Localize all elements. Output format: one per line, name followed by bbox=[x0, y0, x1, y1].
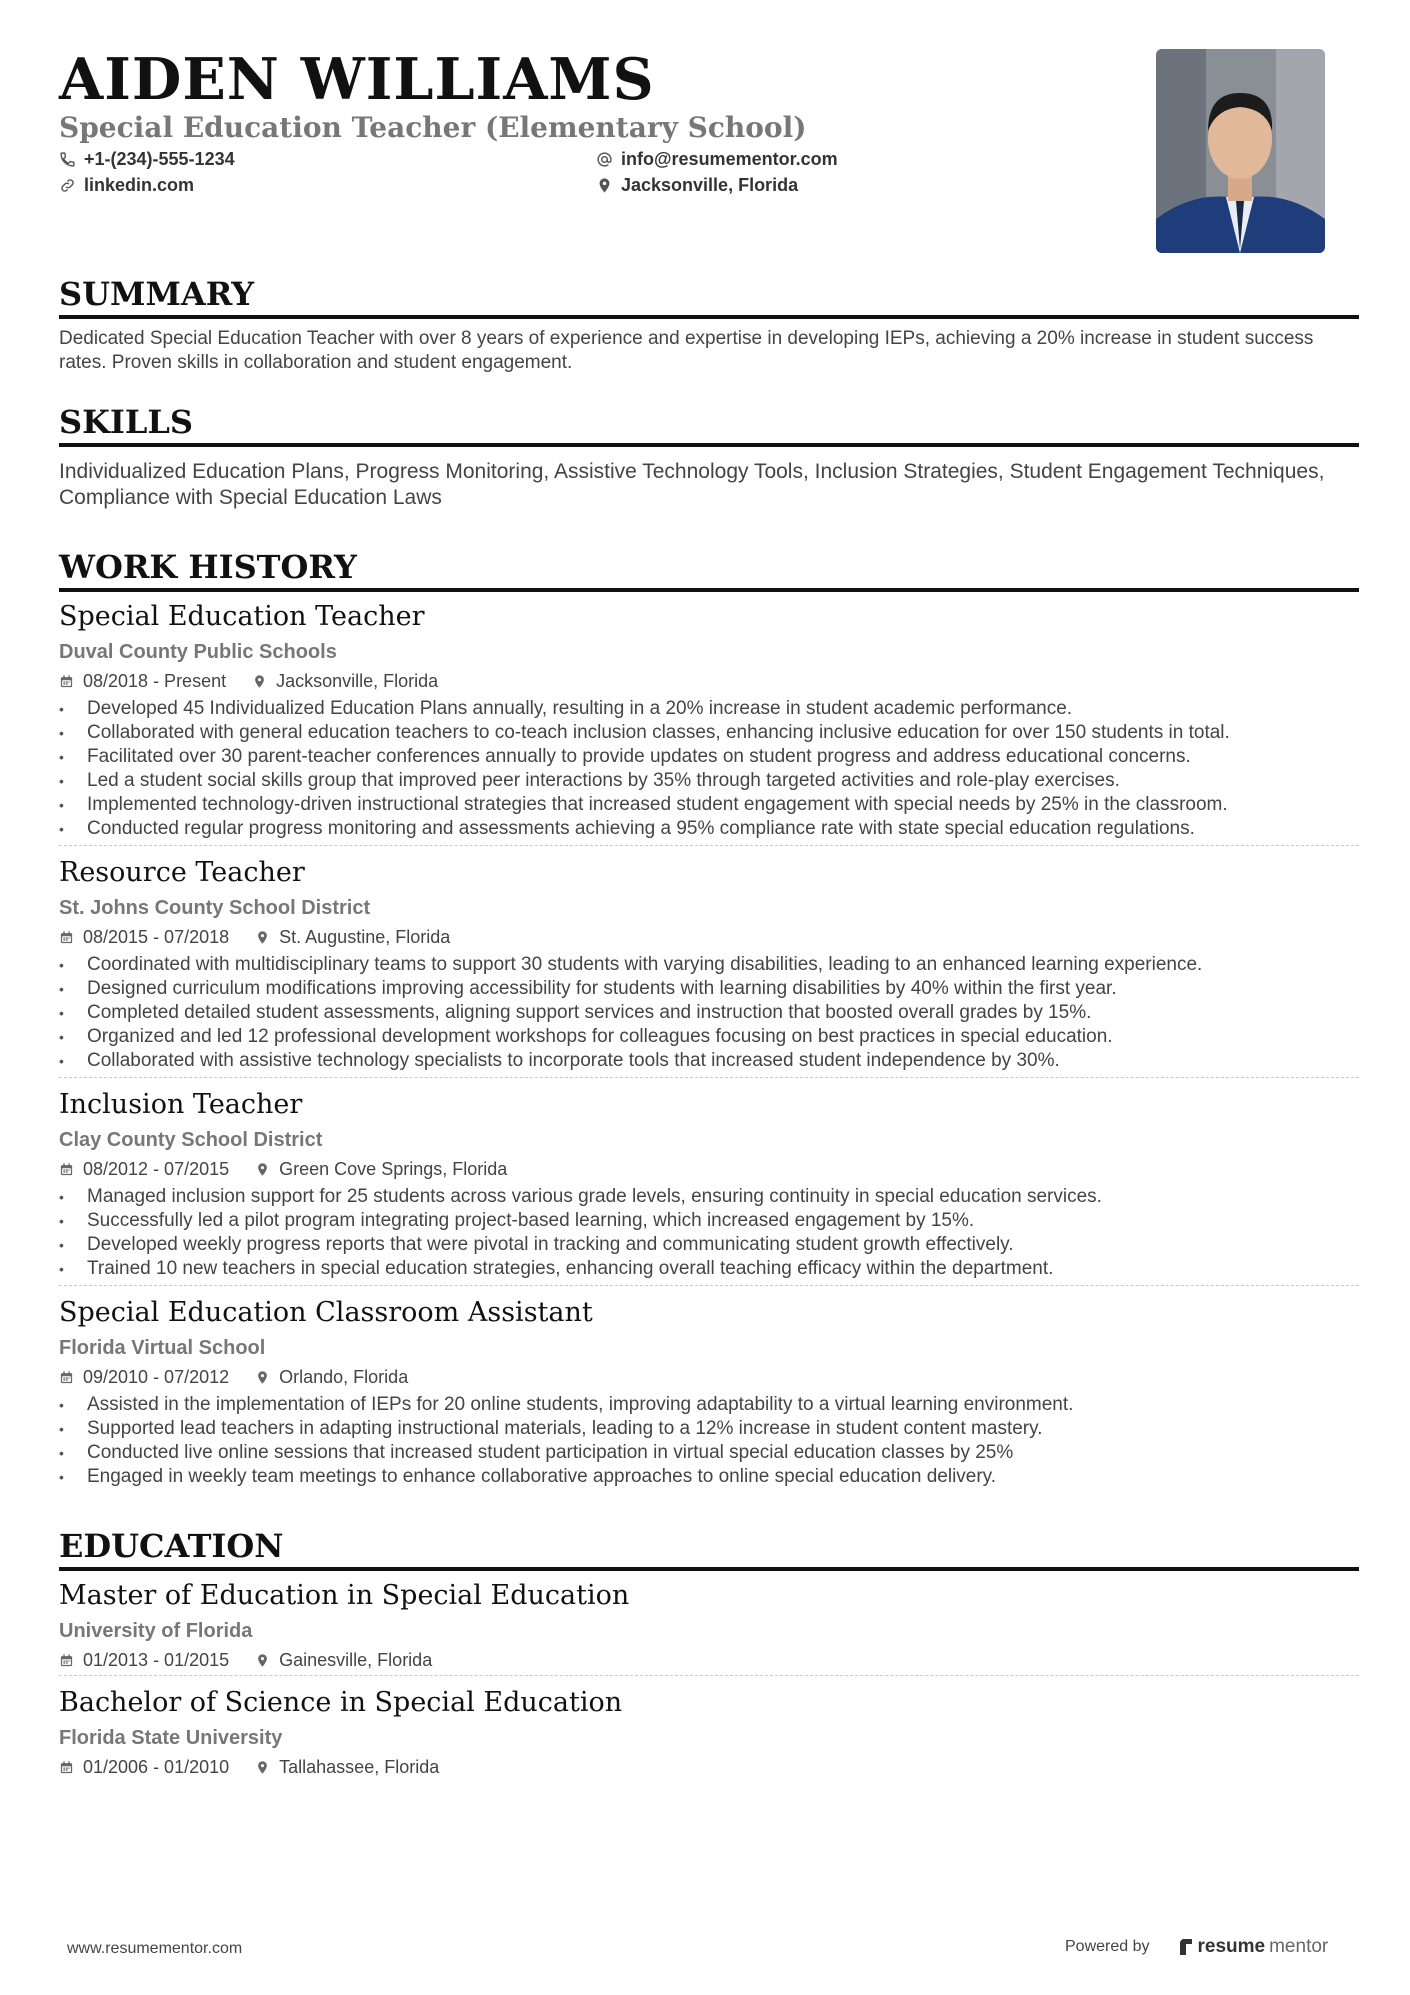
location bbox=[255, 1367, 408, 1388]
email-contact bbox=[596, 149, 838, 170]
brand-name-light: mentor bbox=[1269, 1936, 1329, 1957]
phone-contact bbox=[59, 149, 235, 170]
brand-name-bold: resume bbox=[1197, 1936, 1266, 1957]
company-name: St. Johns County School District bbox=[59, 897, 371, 919]
powered-by-text: Powered by bbox=[1065, 1938, 1150, 1955]
education-section bbox=[59, 1526, 1359, 1792]
job-bullet: • Conducted regular progress monitoring and assessments achieving a 95% compliance rate with state special education regulations. bbox=[59, 817, 1359, 841]
location-text: Orlando, Florida bbox=[279, 1366, 409, 1387]
summary-heading: SUMMARY bbox=[59, 274, 1359, 319]
job-entry bbox=[59, 1088, 1359, 1286]
summary-section bbox=[59, 274, 1359, 375]
linkedin-contact bbox=[59, 175, 194, 196]
location-text: Jacksonville, Florida bbox=[621, 175, 799, 195]
calendar-icon bbox=[59, 1760, 74, 1775]
location-text: St. Augustine, Florida bbox=[279, 926, 451, 947]
calendar-icon bbox=[59, 1653, 74, 1668]
date-location-row bbox=[59, 1649, 1359, 1671]
job-entry bbox=[59, 600, 1359, 846]
location-contact bbox=[596, 175, 798, 196]
company-name: Florida Virtual School bbox=[59, 1337, 266, 1359]
skills-text: Individualized Education Plans, Progress Monitoring, Assistive Technology Tools, Inclusion Strategies, Student Engagement Techniques, Compliance with Special Education Laws bbox=[59, 460, 1325, 509]
skills-heading: SKILLS bbox=[59, 402, 1359, 447]
job-list bbox=[59, 600, 1359, 1493]
job-bullets bbox=[59, 1393, 1359, 1489]
job-bullet: • Completed detailed student assessments, aligning support services and instruction that boosted overall grades by 15%. bbox=[59, 1001, 1359, 1025]
location bbox=[255, 1757, 439, 1778]
job-bullet: • Assisted in the implementation of IEPs for 20 online students, improving adaptability to a virtual learning environment. bbox=[59, 1393, 1359, 1417]
job-bullet: • Coordinated with multidisciplinary teams to support 30 students with varying disabilities, leading to an enhanced learning experience. bbox=[59, 953, 1359, 977]
job-bullet: • Implemented technology-driven instructional strategies that increased student engagement with special needs by 25% in the classroom. bbox=[59, 793, 1359, 817]
job-title: Inclusion Teacher bbox=[59, 1089, 303, 1120]
brand-logo[interactable] bbox=[1178, 1936, 1329, 1958]
date-location-row bbox=[59, 926, 1359, 948]
company-name: Clay County School District bbox=[59, 1129, 323, 1151]
map-pin-icon bbox=[252, 674, 267, 689]
map-pin-icon bbox=[255, 930, 270, 945]
date-range: 08/2018 - Present bbox=[83, 670, 227, 691]
work-history-section bbox=[59, 547, 1359, 1503]
location-text: Jacksonville, Florida bbox=[276, 670, 439, 691]
job-bullet: • Led a student social skills group that improved peer interactions by 35% through targeted activities and role-play exercises. bbox=[59, 769, 1359, 793]
job-bullet: • Collaborated with general education teachers to co-teach inclusion classes, enhancing inclusive education for over 150 students in total. bbox=[59, 721, 1359, 745]
job-bullets bbox=[59, 697, 1359, 841]
degree-title: Bachelor of Science in Special Education bbox=[59, 1687, 623, 1718]
job-bullets bbox=[59, 1185, 1359, 1281]
school-name: Florida State University bbox=[59, 1727, 283, 1749]
phone-number[interactable]: +1-(234)-555-1234 bbox=[84, 149, 235, 169]
map-pin-icon bbox=[596, 177, 613, 194]
date-range: 08/2015 - 07/2018 bbox=[83, 926, 230, 947]
resumementor-logo-icon bbox=[1178, 1938, 1194, 1956]
location bbox=[252, 671, 438, 692]
date-location-row bbox=[59, 1158, 1359, 1180]
job-title: Special Education Teacher bbox=[59, 601, 425, 632]
map-pin-icon bbox=[255, 1370, 270, 1385]
education-list bbox=[59, 1579, 1359, 1782]
candidate-name: AIDEN WILLIAMS bbox=[59, 46, 655, 113]
location bbox=[255, 1159, 507, 1180]
date-location-row bbox=[59, 670, 1359, 692]
job-bullet: • Designed curriculum modifications improving accessibility for students with learning disabilities by 40% within the first year. bbox=[59, 977, 1359, 1001]
job-bullet: • Engaged in weekly team meetings to enhance collaborative approaches to online special education delivery. bbox=[59, 1465, 1359, 1489]
link-icon bbox=[59, 177, 76, 194]
candidate-title: Special Education Teacher (Elementary School) bbox=[59, 111, 807, 144]
date-range: 01/2006 - 01/2010 bbox=[83, 1756, 230, 1777]
school-name: University of Florida bbox=[59, 1620, 253, 1642]
education-heading: EDUCATION bbox=[59, 1526, 1359, 1571]
date-range: 01/2013 - 01/2015 bbox=[83, 1649, 230, 1670]
job-bullet: • Developed weekly progress reports that were pivotal in tracking and communicating student growth effectively. bbox=[59, 1233, 1359, 1257]
job-bullet: • Organized and led 12 professional development workshops for colleagues focusing on best practices in special education. bbox=[59, 1025, 1359, 1049]
location-text: Tallahassee, Florida bbox=[279, 1756, 440, 1777]
map-pin-icon bbox=[255, 1653, 270, 1668]
location bbox=[255, 1650, 432, 1671]
job-bullets bbox=[59, 953, 1359, 1073]
work-history-heading: WORK HISTORY bbox=[59, 547, 1359, 592]
calendar-icon bbox=[59, 1370, 74, 1385]
job-title: Resource Teacher bbox=[59, 857, 305, 888]
job-bullet: • Successfully led a pilot program integrating project-based learning, which increased engagement by 15%. bbox=[59, 1209, 1359, 1233]
skills-section bbox=[59, 402, 1359, 511]
job-bullet: • Trained 10 new teachers in special education strategies, enhancing overall teaching efficacy within the department. bbox=[59, 1257, 1359, 1281]
date-range: 08/2012 - 07/2015 bbox=[83, 1158, 230, 1179]
location-text: Green Cove Springs, Florida bbox=[279, 1158, 508, 1179]
job-bullet: • Collaborated with assistive technology specialists to incorporate tools that increased student independence by 30%. bbox=[59, 1049, 1359, 1073]
phone-icon bbox=[59, 151, 76, 168]
date-range: 09/2010 - 07/2012 bbox=[83, 1366, 230, 1387]
profile-photo bbox=[1156, 49, 1325, 253]
at-icon bbox=[596, 151, 613, 168]
job-bullet: • Facilitated over 30 parent-teacher conferences annually to provide updates on student progress and address educational concerns. bbox=[59, 745, 1359, 769]
footer-website[interactable]: www.resumementor.com bbox=[67, 1940, 243, 1957]
education-entry bbox=[59, 1686, 1359, 1782]
job-title: Special Education Classroom Assistant bbox=[59, 1297, 593, 1328]
summary-text: Dedicated Special Education Teacher with over 8 years of experience and expertise in developing IEPs, achieving a 20% increase in student success rates. Proven skills in collaboration and student engagement. bbox=[59, 328, 1314, 373]
company-name: Duval County Public Schools bbox=[59, 641, 337, 663]
education-entry bbox=[59, 1579, 1359, 1676]
job-bullet: • Developed 45 Individualized Education Plans annually, resulting in a 20% increase in student academic performance. bbox=[59, 697, 1359, 721]
degree-title: Master of Education in Special Education bbox=[59, 1580, 630, 1611]
date-location-row bbox=[59, 1366, 1359, 1388]
email-address[interactable]: info@resumementor.com bbox=[621, 149, 838, 169]
calendar-icon bbox=[59, 1162, 74, 1177]
calendar-icon bbox=[59, 674, 74, 689]
job-entry bbox=[59, 856, 1359, 1078]
job-bullet: • Supported lead teachers in adapting instructional materials, leading to a 12% increase in student content mastery. bbox=[59, 1417, 1359, 1441]
job-bullet: • Managed inclusion support for 25 students across various grade levels, ensuring continuity in special education services. bbox=[59, 1185, 1359, 1209]
map-pin-icon bbox=[255, 1760, 270, 1775]
job-entry bbox=[59, 1296, 1359, 1493]
map-pin-icon bbox=[255, 1162, 270, 1177]
location bbox=[255, 927, 450, 948]
linkedin-link[interactable]: linkedin.com bbox=[84, 175, 195, 195]
location-text: Gainesville, Florida bbox=[279, 1649, 433, 1670]
job-bullet: • Conducted live online sessions that increased student participation in virtual special education classes by 25% bbox=[59, 1441, 1359, 1465]
date-location-row bbox=[59, 1756, 1359, 1778]
footer-branding bbox=[1065, 1936, 1328, 1958]
calendar-icon bbox=[59, 930, 74, 945]
